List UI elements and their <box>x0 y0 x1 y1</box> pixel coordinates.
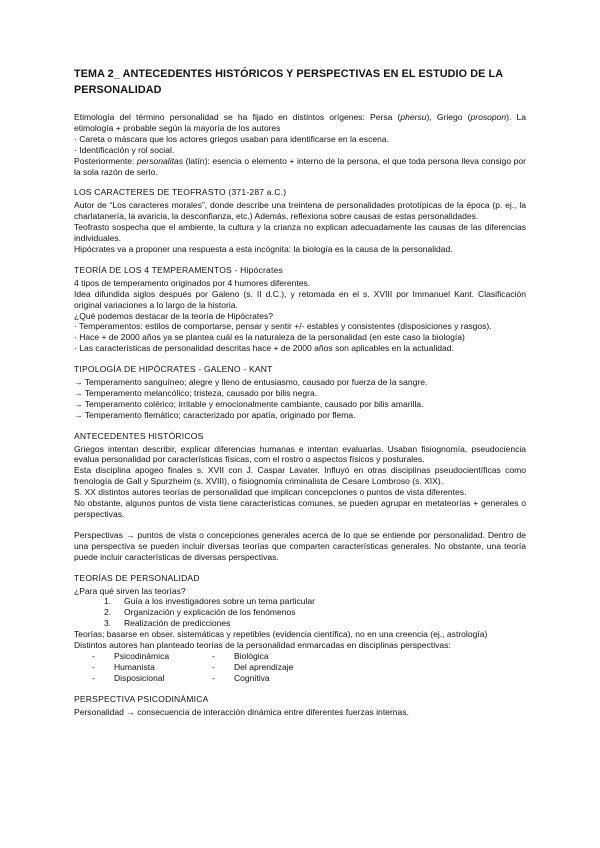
antecedentes-p5: Perspectivas → puntos de vista o concepciones generales acerca de lo que se entiende por personalidad. Dentro de una perspectiva se pueden incluir diversas teorías que comparten características generales. No obstante, una teoría puede incluir características de diversas perspectivas. <box>74 529 526 562</box>
teorias-question: ¿Para qué sirven las teorías? <box>74 585 186 596</box>
intro-posteriormente: Posteriormente: personalitas (latín): esencia o elemento + interno de la persona, el que toda persona lleva consigo por la sola razón de serlo. <box>74 155 526 177</box>
section-heading-antecedentes: ANTECEDENTES HISTÓRICOS <box>74 430 204 441</box>
list-item: 3. Realización de predicciones <box>104 618 231 629</box>
teofrasto-p3: Hipócrates va a proponer una respuesta a esta incógnita: la biología es la causa de la personalidad. <box>74 243 453 254</box>
section-heading-teorias: TEORÍAS DE PERSONALIDAD <box>74 572 200 583</box>
antecedentes-p2: Esta disciplina apogeo finales s. XVII con J. Caspar Lavater. Influyó en otras disciplinas pseudocientíficas como frenología de Gall y Spurzheim (s. XVIII), o fisiognomía criminalista de Cesare Lombroso (s. XIX). <box>74 465 526 487</box>
perspectiva-item: - Psicodinámica <box>92 651 212 662</box>
antecedentes-p3: S. XX distintos autores teorías de personalidad que implican concepciones o puntos de vista diferentes. <box>74 487 467 498</box>
section-heading-psicodinamica: PERSPECTIVA PSICODINÁMICA <box>74 693 209 704</box>
list-item: 1. Guía a los investigadores sobre un tema particular <box>104 596 315 607</box>
teorias-p1: Teorías; basarse en obser. sistemáticas y repetibles (evidencia científica), no en una creencia (ej., astrología) <box>74 629 488 640</box>
psicodinamica-p1: Personalidad → consecuencia de interacción dinámica entre diferentes fuerzas internas. <box>74 706 409 717</box>
perspectiva-item: - Humanista <box>92 662 212 673</box>
perspectiva-item: - Disposicional <box>92 673 212 684</box>
teorias-p2: Distintos autores han planteado teorías de la personalidad enmarcadas en disciplinas perspectivas: <box>74 640 451 651</box>
document-title: TEMA 2_ ANTECEDENTES HISTÓRICOS Y PERSPECTIVAS EN EL ESTUDIO DE LA PERSONALIDAD <box>74 68 503 96</box>
teofrasto-p2: Teofrasto sospecha que el ambiente, la cultura y la crianza no explican adecuadamente las causas de las diferencias individuales. <box>74 222 526 244</box>
document-page <box>74 66 526 718</box>
temperamentos-p3: ¿Qué podemos destacar de la teoría de Hipócrates? <box>74 310 274 321</box>
tipologia-item: → Temperamento melancólico; tristeza, causado por bilis negra. <box>74 387 318 398</box>
perspectiva-item: - Del aprendizaje <box>212 662 392 673</box>
temperamentos-p1: 4 tipos de temperamento originados por 4 humores diferentes. <box>74 277 311 288</box>
teorias-numbered-list <box>74 596 526 629</box>
temperamentos-p4: · Temperamentos: estilos de comportarse, pensar y sentir +/- estables y consistentes (disposiciones y rasgos). <box>74 321 492 332</box>
temperamentos-p2: Idea difundida siglos después por Galeno (s. II d.C.), y retomada en el s. XVIII por Immanuel Kant. Clasificación original variaciones a lo largo de la historia. <box>74 288 526 310</box>
antecedentes-p1: Griegos intentan describir, explicar diferencias humanas e intentan evaluarlas. Usaban fisiognomía, pseudociencia evalua personalidad por características físicas, com el rostro o aspectos físicos y posturales. <box>74 443 526 465</box>
tipologia-item: → Temperamento flemático; caracterizado por apatía, originado por flema. <box>74 409 356 420</box>
section-heading-tipologia: TIPOLOGÍA DE HIPÓCRATES - GALENO - KANT <box>74 364 273 375</box>
temperamentos-p5: · Hace + de 2000 años ya se plantea cuál es la naturaleza de la personalidad (en este caso la biología) <box>74 332 465 343</box>
tipologia-item: → Temperamento sanguíneo; alegre y lleno de entusiasmo, causado por fuerza de la sangre. <box>74 377 428 388</box>
intro-bullet-1: · Careta o máscara que los actores griegos usaban para identificarse en la escena. <box>74 133 389 144</box>
antecedentes-p4: No obstante, algunos puntos de vista tiene características comunes, se pueden agrupar en metateorías + generales o perspectivas. <box>74 498 526 519</box>
temperamentos-p6: · Las características de personalidad descritas hace + de 2000 años son aplicables en la actualidad. <box>74 343 454 354</box>
section-heading-teofrasto: LOS CARACTERES DE TEOFRASTO (371-287 a.C.) <box>74 187 287 198</box>
perspectiva-item: - Cognitiva <box>212 673 392 684</box>
tipologia-item: → Temperamento colérico; irritable y emocionalmente cambiante, causado por bilis amarilla. <box>74 398 424 409</box>
perspectivas-list <box>92 651 526 684</box>
section-heading-temperamentos: TEORÍA DE LOS 4 TEMPERAMENTOS - Hipócrates <box>74 264 283 275</box>
teofrasto-p1: Autor de “Los caracteres morales”, donde describe una treintena de personalidades prototípicas de la época (p. ej., la charlatanería, la avaricia, la desconfianza, etc.) Además, reflexiona sobre causas de estas personalidades. <box>74 200 526 222</box>
intro-paragraph: Etimología del término personalidad se ha fijado en distintos orígenes: Persa (phersu), Griego (prosopon). La etimología + probable según la mayoría de los autores <box>74 112 526 133</box>
intro-bullet-2: · Identificación y rol social. <box>74 144 175 155</box>
list-item: 2. Organización y explicación de los fenómenos <box>104 607 296 618</box>
perspectiva-item: - Biológica <box>212 651 392 662</box>
